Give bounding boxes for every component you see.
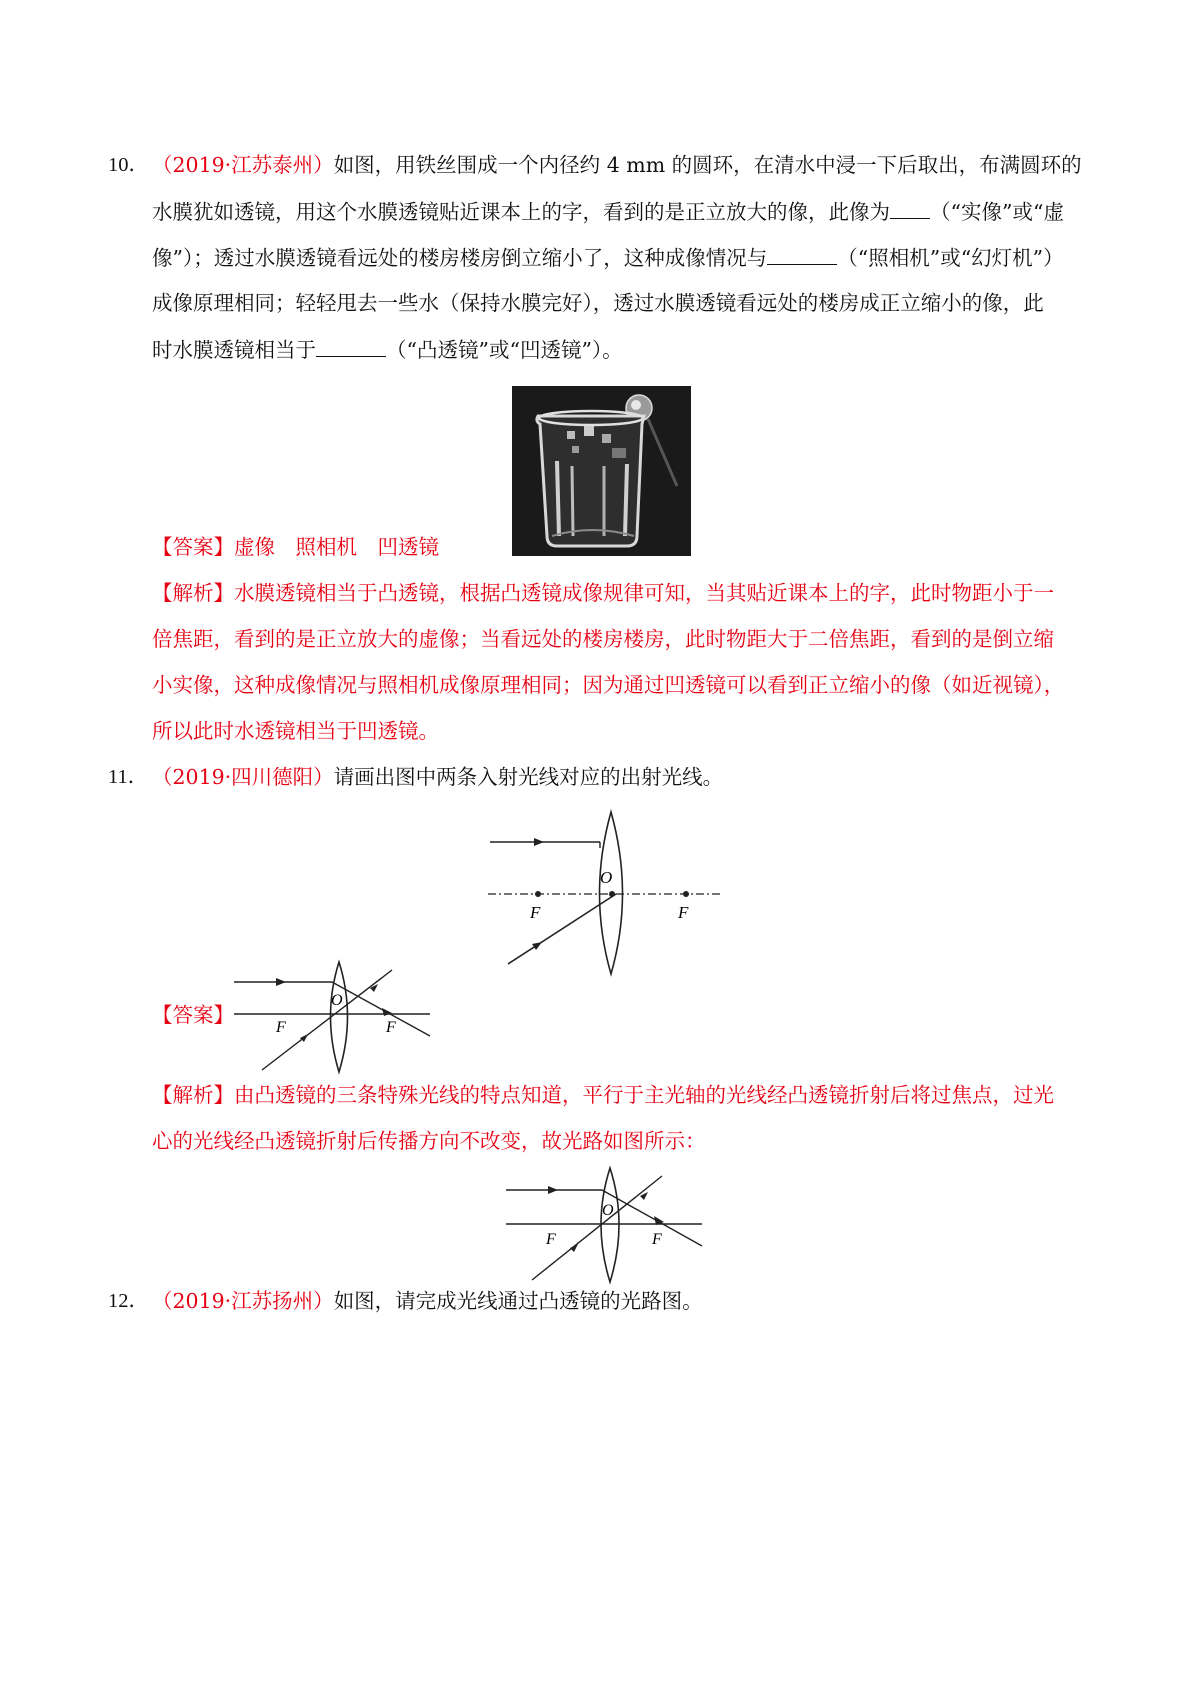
answer-label: 【答案】 [152, 1003, 234, 1027]
optical-center-label: O [331, 992, 343, 1009]
analysis-label: 【解析】 [152, 1083, 234, 1107]
question-text: 时水膜透镜相当于 [152, 338, 316, 362]
answer-label: 【答案】 [152, 535, 234, 559]
question-text: 像”）；透过水膜透镜看远处的楼房楼房倒立缩小了，这种成像情况与 [152, 246, 768, 270]
question-text: 请画出图中两条入射光线对应的出射光线。 [333, 765, 724, 789]
analysis-text: 水膜透镜相当于凸透镜，根据凸透镜成像规律可知，当其贴近课本上的字，此时物距小于一 [234, 581, 1054, 605]
answer-blank [890, 196, 930, 219]
answer-lens-diagram [232, 958, 432, 1076]
question-number: 12． [108, 1290, 149, 1312]
analysis-line [152, 578, 1054, 608]
question-source: （2019·四川德阳） [152, 765, 334, 789]
question-line [152, 150, 1082, 180]
focus-label: F [276, 1019, 286, 1036]
focus-label: F [386, 1019, 396, 1036]
optical-center-label: O [602, 1202, 614, 1219]
lens-diagram [488, 808, 723, 980]
question-line [152, 196, 1064, 227]
question-line [152, 288, 1044, 318]
question-line [152, 334, 623, 365]
analysis-label: 【解析】 [152, 581, 234, 605]
focus-label: F [530, 903, 541, 922]
focus-label: F [678, 903, 689, 922]
analysis-text: 由凸透镜的三条特殊光线的特点知道，平行于主光轴的光线经凸透镜折射后将过焦点，过光 [234, 1083, 1054, 1107]
analysis-lens-diagram [504, 1164, 704, 1286]
question-text: 水膜犹如透镜，用这个水膜透镜贴近课本上的字，看到的是正立放大的像，此像为 [152, 200, 890, 224]
question-source: （2019·江苏泰州） [152, 153, 334, 177]
question-number: 11． [108, 766, 149, 788]
question-text: 如图，请完成光线通过凸透镜的光路图。 [333, 1289, 703, 1313]
optical-center-label: O [600, 868, 613, 887]
answer-blank [316, 334, 386, 357]
beaker-photo [512, 386, 691, 556]
question-text: （“照相机”或“幻灯机”） [837, 246, 1064, 270]
focus-label: F [652, 1231, 662, 1248]
question-source: （2019·江苏扬州） [152, 1289, 334, 1313]
analysis-line: 倍焦距，看到的是正立放大的虚像；当看远处的楼房楼房，此时物距大于二倍焦距，看到的是倒立缩 [152, 627, 1054, 651]
analysis-line: 小实像，这种成像情况与照相机成像原理相同；因为通过凹透镜可以看到正立缩小的像（如近视镜）， [152, 673, 1065, 697]
answer-text: 虚像 照相机 凹透镜 [234, 535, 439, 559]
analysis-line: 心的光线经凸透镜折射后传播方向不改变，故光路如图所示： [152, 1129, 706, 1153]
question-line [152, 1286, 703, 1316]
question-text: （“实像”或“虚 [930, 200, 1064, 224]
question-text: （“凸透镜”或“凹透镜”）。 [386, 338, 623, 362]
question-number: 10． [108, 154, 149, 176]
answer-blank [767, 242, 837, 265]
question-text: 成像原理相同；轻轻甩去一些水（保持水膜完好），透过水膜透镜看远处的楼房成正立缩小的像，此 [152, 291, 1044, 315]
question-line [152, 762, 723, 792]
analysis-line [152, 1080, 1054, 1110]
question-text: 如图，用铁丝围成一个内径约 4 mm 的圆环，在清水中浸一下后取出，布满圆环的 [333, 153, 1082, 177]
question-line [152, 242, 1064, 273]
answer-line [152, 532, 439, 562]
analysis-line: 所以此时水透镜相当于凹透镜。 [152, 719, 439, 743]
focus-label: F [546, 1231, 556, 1248]
